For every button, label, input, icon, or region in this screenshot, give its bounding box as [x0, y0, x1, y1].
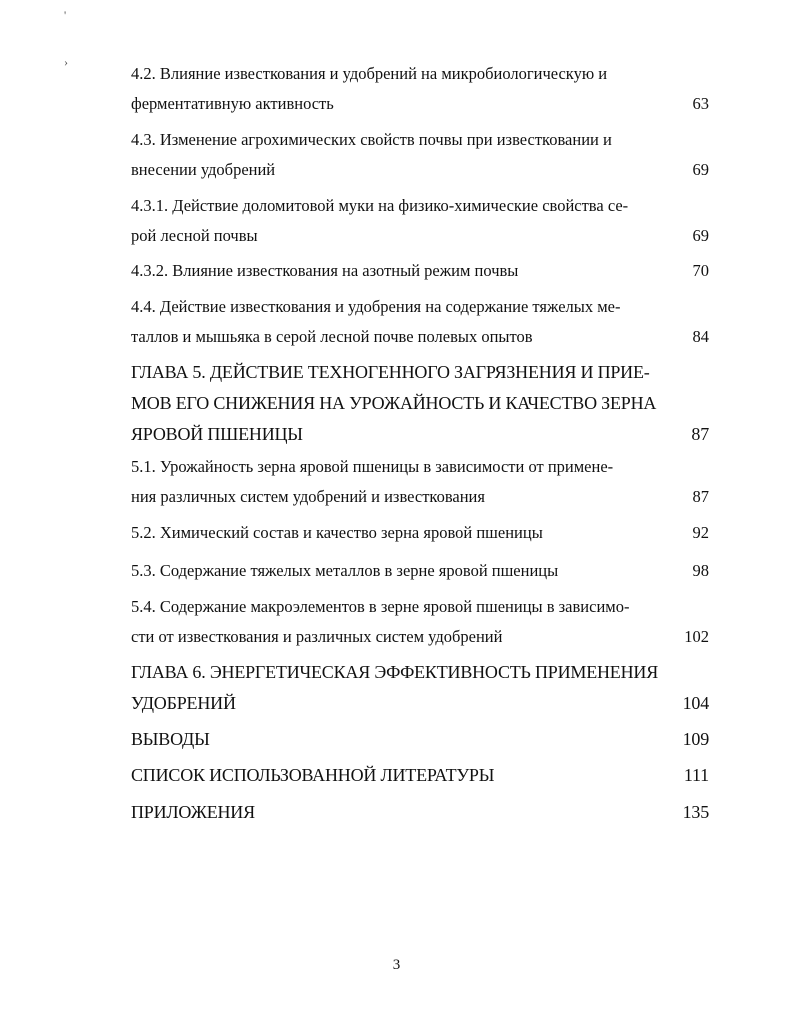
toc-entry-line: ния различных систем удобрений и известкования 87 — [131, 482, 709, 512]
toc-page-number: 63 — [692, 94, 709, 113]
toc-entry-4-3-2[interactable] — [131, 256, 709, 286]
toc-page-number: 69 — [692, 226, 709, 245]
toc-entry-line: 4.3.2. Влияние известкования на азотный режим почвы 70 — [131, 256, 709, 286]
toc-entry-line: ЯРОВОЙ ПШЕНИЦЫ 87 — [131, 419, 709, 450]
toc-entry-line: 5.2. Химический состав и качество зерна яровой пшеницы 92 — [131, 518, 709, 548]
toc-entry-conclusions[interactable] — [131, 724, 709, 755]
toc-page-number: 87 — [692, 487, 709, 506]
toc-entry-4-2[interactable] — [131, 59, 709, 119]
toc-entry-line: УДОБРЕНИЙ 104 — [131, 688, 709, 719]
toc-entry-line: таллов и мышьяка в серой лесной почве полевых опытов 84 — [131, 322, 709, 352]
toc-entry-5-3[interactable] — [131, 556, 709, 586]
toc-entry-5-1[interactable] — [131, 452, 709, 512]
toc-page-number: 70 — [692, 261, 709, 280]
toc-entry-4-3-1[interactable] — [131, 191, 709, 251]
toc-entry-line: ферментативную активность 63 — [131, 89, 709, 119]
toc-entry-line: 4.3. Изменение агрохимических свойств почвы при известковании и — [131, 130, 612, 149]
toc-entry-chapter-5[interactable] — [131, 357, 709, 450]
toc-entry-4-3[interactable] — [131, 125, 709, 185]
toc-entry-line: сти от известкования и различных систем удобрений 102 — [131, 622, 709, 652]
toc-entry-4-4[interactable] — [131, 292, 709, 352]
toc-entry-line: 4.4. Действие известкования и удобрения на содержание тяжелых ме- — [131, 297, 621, 316]
scan-mark: ' — [64, 8, 67, 22]
toc-entry-appendices[interactable] — [131, 797, 709, 828]
toc-entry-line: рой лесной почвы 69 — [131, 221, 709, 251]
toc-page-number: 92 — [692, 523, 709, 542]
toc-entry-line: МОВ ЕГО СНИЖЕНИЯ НА УРОЖАЙНОСТЬ И КАЧЕСТВО ЗЕРНА — [131, 393, 657, 413]
toc-entry-line: ПРИЛОЖЕНИЯ 135 — [131, 797, 709, 828]
toc-entry-5-4[interactable] — [131, 592, 709, 652]
toc-page-number: 104 — [682, 693, 709, 713]
toc-entry-line: ГЛАВА 6. ЭНЕРГЕТИЧЕСКАЯ ЭФФЕКТИВНОСТЬ ПРИМЕНЕНИЯ — [131, 662, 658, 682]
toc-page-number: 98 — [692, 561, 709, 580]
toc-page-number: 87 — [691, 424, 709, 444]
toc-entry-5-2[interactable] — [131, 518, 709, 548]
toc-page-number: 102 — [684, 627, 709, 646]
toc-entry-chapter-6[interactable] — [131, 657, 709, 719]
toc-entry-line: 5.1. Урожайность зерна яровой пшеницы в зависимости от примене- — [131, 457, 614, 476]
toc-entry-line: 5.4. Содержание макроэлементов в зерне яровой пшеницы в зависимо- — [131, 597, 630, 616]
toc-page-number: 69 — [692, 160, 709, 179]
toc-entry-line: СПИСОК ИСПОЛЬЗОВАННОЙ ЛИТЕРАТУРЫ 111 — [131, 760, 709, 791]
page-number-footer: 3 — [392, 957, 401, 973]
toc-page-number: 84 — [692, 327, 709, 346]
toc-entry-line: 4.2. Влияние известкования и удобрений на микробиологическую и — [131, 64, 608, 83]
toc-entry-line: ГЛАВА 5. ДЕЙСТВИЕ ТЕХНОГЕННОГО ЗАГРЯЗНЕНИЯ И ПРИЕ- — [131, 362, 650, 382]
toc-page-number: 109 — [682, 729, 709, 749]
toc-entry-line: 4.3.1. Действие доломитовой муки на физико-химические свойства се- — [131, 196, 629, 215]
toc-entry-line: ВЫВОДЫ 109 — [131, 724, 709, 755]
scan-mark: › — [64, 55, 68, 69]
toc-entry-line: 5.3. Содержание тяжелых металлов в зерне яровой пшеницы 98 — [131, 556, 709, 586]
toc-entry-line: внесении удобрений 69 — [131, 155, 709, 185]
toc-entry-references[interactable] — [131, 760, 709, 791]
toc-page-number: 111 — [683, 765, 709, 785]
toc-page-number: 135 — [682, 802, 709, 822]
